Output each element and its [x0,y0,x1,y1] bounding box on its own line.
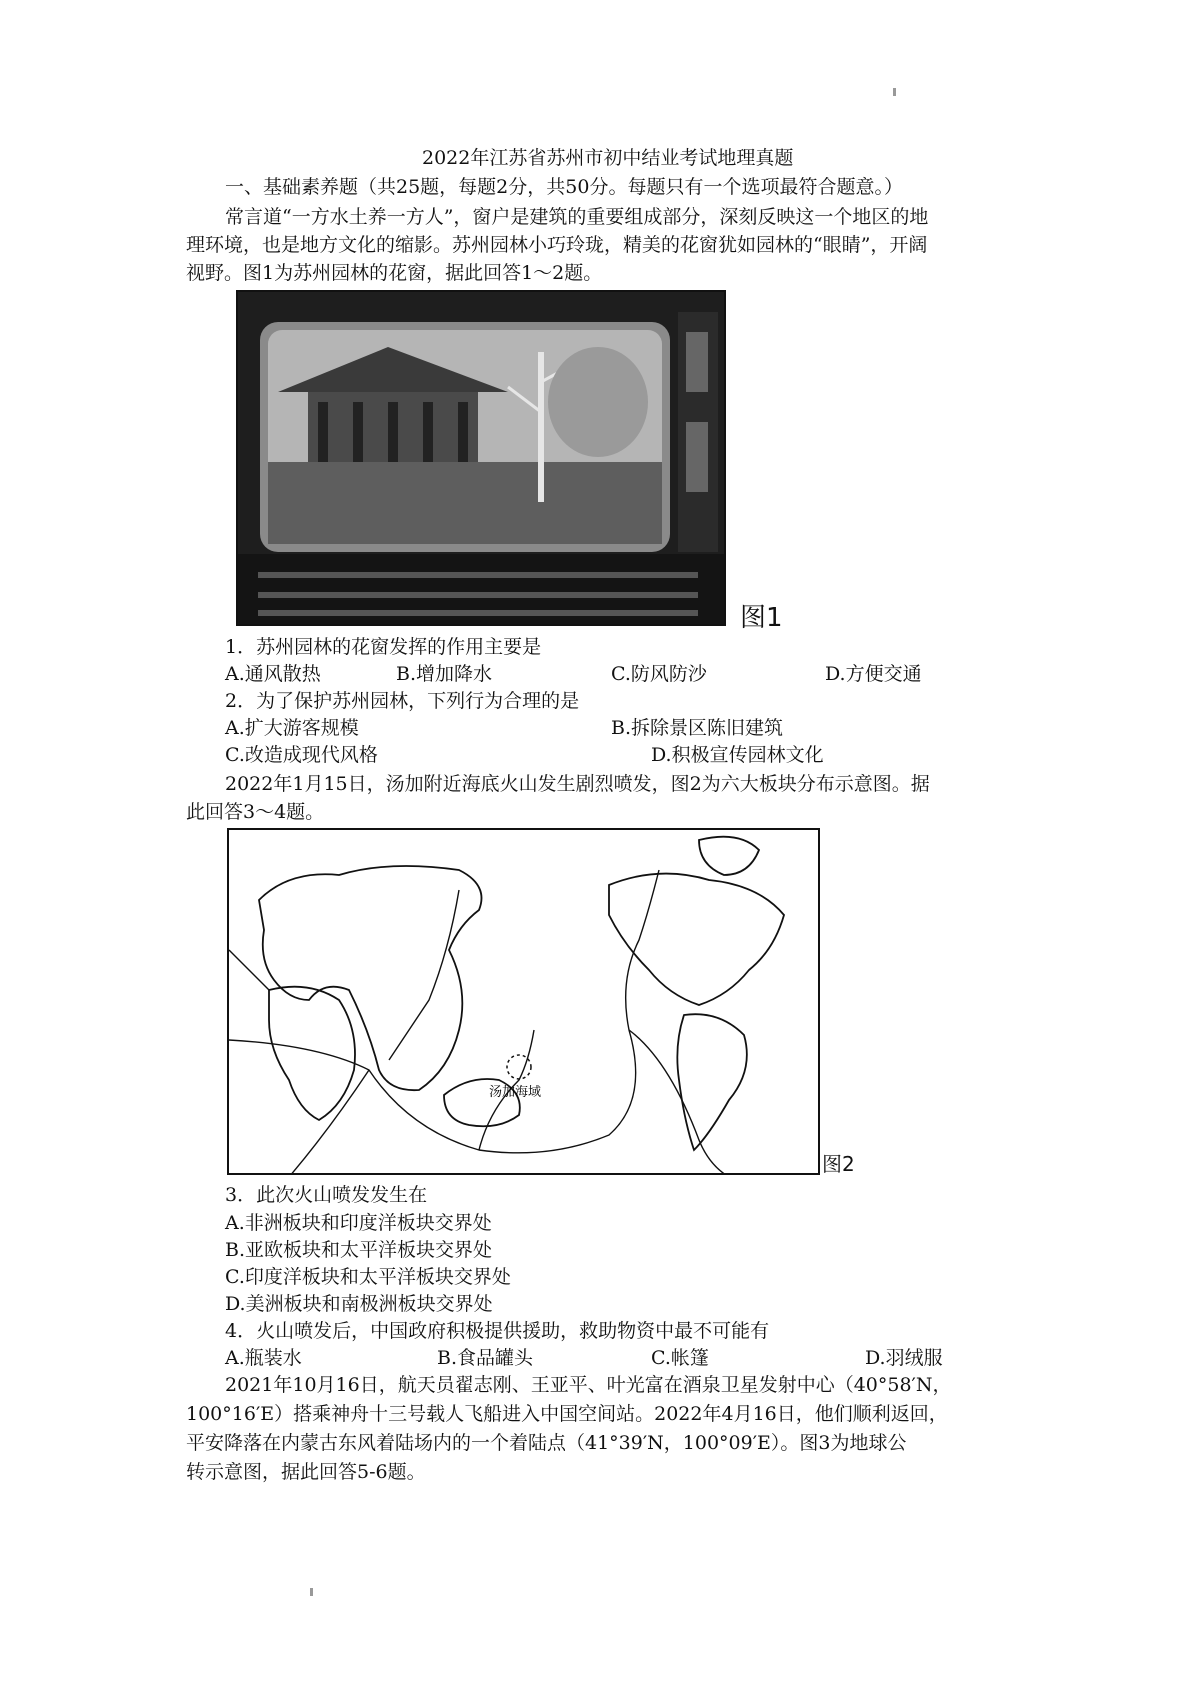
q3-option-d[interactable]: D.美洲板块和南极洲板块交界处 [225,1293,493,1315]
plate-map [227,828,820,1175]
section-heading: 一、基础素养题（共25题，每题2分，共50分。每题只有一个选项最符合题意。） [225,176,903,198]
garden-window-photo [236,290,726,626]
q1-option-a[interactable]: A.通风散热 [225,663,321,685]
tonga-label: 汤加海域 [489,1085,542,1100]
figure-1-label: 图1 [740,603,783,633]
question-2-stem: 2．为了保护苏州园林，下列行为合理的是 [225,690,580,712]
scan-mark [893,88,896,96]
q3-option-a[interactable]: A.非洲板块和印度洋板块交界处 [225,1212,492,1234]
q2-option-a[interactable]: A.扩大游客规模 [225,717,359,739]
q2-option-d[interactable]: D.积极宣传园林文化 [651,744,824,766]
q2-option-b[interactable]: B.拆除景区陈旧建筑 [611,717,784,739]
figure-2-label: 图2 [822,1152,855,1176]
q2-option-c[interactable]: C.改造成现代风格 [225,744,378,766]
q4-option-a[interactable]: A.瓶装水 [225,1347,302,1369]
intro-paragraph: 此回答3～4题。 [186,801,325,823]
q4-option-b[interactable]: B.食品罐头 [437,1347,534,1369]
q4-option-c[interactable]: C.帐篷 [651,1347,709,1369]
exam-title: 2022年江苏省苏州市初中结业考试地理真题 [422,147,794,169]
q1-option-b[interactable]: B.增加降水 [396,663,493,685]
q3-option-b[interactable]: B.亚欧板块和太平洋板块交界处 [225,1239,493,1261]
q1-option-c[interactable]: C.防风防沙 [611,663,707,685]
question-3-stem: 3．此次火山喷发发生在 [225,1184,428,1206]
scan-mark [310,1588,313,1596]
q4-option-d[interactable]: D.羽绒服 [865,1347,943,1369]
question-1-stem: 1．苏州园林的花窗发挥的作用主要是 [225,636,542,658]
question-4-stem: 4．火山喷发后，中国政府积极提供援助，救助物资中最不可能有 [225,1320,770,1342]
intro-paragraph: 平安降落在内蒙古东风着陆场内的一个着陆点（41°39′N，100°09′E）。图3为地球公 [186,1432,907,1454]
intro-paragraph: 转示意图，据此回答5-6题。 [186,1461,426,1483]
intro-paragraph: 理环境，也是地方文化的缩影。苏州园林小巧玲珑，精美的花窗犹如园林的“眼睛”，开阔 [186,234,928,256]
q1-option-d[interactable]: D.方便交通 [825,663,922,685]
q3-option-c[interactable]: C.印度洋板块和太平洋板块交界处 [225,1266,511,1288]
intro-paragraph: 100°16′E）搭乘神舟十三号载人飞船进入中国空间站。2022年4月16日，他们顺利返回， [186,1403,948,1425]
intro-paragraph: 2021年10月16日，航天员翟志刚、王亚平、叶光富在酒泉卫星发射中心（40°58′N， [225,1374,952,1396]
intro-paragraph: 视野。图1为苏州园林的花窗，据此回答1～2题。 [186,262,603,284]
intro-paragraph: 2022年1月15日，汤加附近海底火山发生剧烈喷发，图2为六大板块分布示意图。据 [225,773,930,795]
intro-paragraph: 常言道“一方水土养一方人”，窗户是建筑的重要组成部分，深刻反映这一个地区的地 [225,206,929,228]
